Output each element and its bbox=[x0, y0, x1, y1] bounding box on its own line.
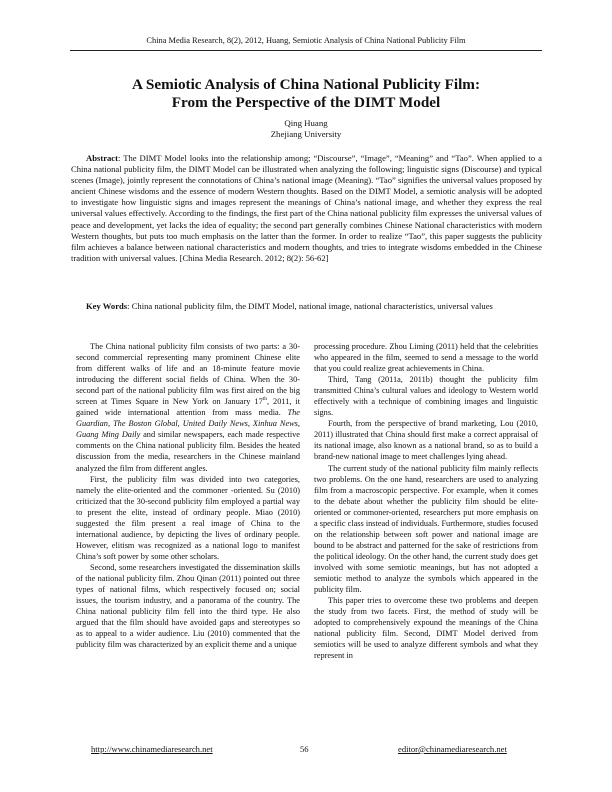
running-head: China Media Research, 8(2), 2012, Huang, Semiotic Analysis of China National Publicity Film bbox=[146, 36, 466, 45]
abstract bbox=[71, 153, 542, 264]
keywords-text: : China national publicity film, the DIMT Model, national image, national characteristics, universal values bbox=[127, 301, 493, 311]
abstract-text: : The DIMT Model looks into the relationship among; “Discourse”, “Image”, “Meaning” and “Tao”. When applied to a China national publicity film, the DIMT Model can be illustrated when analyzing the following; linguistic signs (Discourse) and typical scenes (Image), jointly represent the connotations of China’s national image (Meaning). “Tao” signifies the universal values proposed by ancient Chinese wisdoms and the essence of modern Western thoughts. Based on the DIMT Model, a semiotic analysis will be adopted to investigate how linguistic signs and images represent the meanings of China’s national image, and whether they express the real universal values effectively. According to the findings, the first part of the China national publicity film expresses the universal values of peace and development, yet lacks the idea of equality; the second part generally combines Chinese National characteristics with modern Western thoughts, but puts too much emphasis on the latter than the former. In order to realize “Tao”, this paper suggests the publicity film achieves a balance between national characteristics and modern thoughts, and tries to integrate wisdoms embedded in the Chinese tradition with universal values. [China Media Research. 2012; 8(2): 56-62] bbox=[71, 153, 542, 263]
paper-title-line-2: From the Perspective of the DIMT Model bbox=[171, 94, 441, 111]
page-number: 56 bbox=[300, 744, 309, 754]
body-paragraph: Second, some researchers investigated the dissemination skills of the national publicity film. Zhou Qinan (2011) pointed out three types of national films, which respectively focused on; social issues, the tourism industry, and a panorama of the country. The China national publicity film fell into the third type. He also argued that the film should have avoided gaps and stereotypes so as to appeal to a wider audience. Liu (2010) commented that the publicity film was characterized by an explicit theme and a unique bbox=[76, 562, 300, 650]
paper-title bbox=[60, 76, 552, 112]
body-paragraph: First, the publicity film was divided into two categories, namely the elite-oriented and the commoner -oriented. Su (2010) criticized that the 30-second publicity film employed a partial way to present the elite, instead of ordinary people. Miao (2010) suggested the film present a real image of China to the international audience, by depicting the lives of ordinary people. However, elitism was recognized as a national logo to manifest China’s soft power by some other scholars. bbox=[76, 474, 300, 561]
body-paragraph: Third, Tang (2011a, 2011b) thought the publicity film transmitted China’s cultural values and ideology to Western world effectively with a technique of combining images and linguistic signs. bbox=[314, 375, 538, 418]
keywords-label: Key Words bbox=[86, 301, 128, 311]
body-text: and similar newspapers, each made respective comments on the China national publicity film. Besides the heated discussion from the media, researchers in the Chinese mainland analyzed the film from different angles. bbox=[76, 430, 300, 473]
footer-email-link[interactable]: editor@chinamediaresearch.net bbox=[398, 744, 507, 754]
header-rule bbox=[70, 50, 542, 51]
media-names: The Guardian, The Boston Global, United Daily News, Xinhua News, Guang Ming Daily bbox=[76, 408, 300, 440]
author-name: Qing Huang bbox=[284, 118, 328, 128]
author-affiliation: Zhejiang University bbox=[270, 129, 342, 139]
footer-url-link[interactable]: http://www.chinamediaresearch.net bbox=[91, 744, 213, 754]
abstract-label: Abstract bbox=[86, 153, 118, 163]
body-column-left bbox=[76, 341, 300, 713]
paper-title-line-1: A Semiotic Analysis of China National Publicity Film: bbox=[131, 76, 481, 93]
body-paragraph bbox=[76, 341, 300, 474]
body-column-right bbox=[314, 341, 538, 713]
superscript: th bbox=[262, 396, 267, 403]
body-paragraph: Fourth, from the perspective of brand marketing, Lou (2010, 2011) illustrated that China should first make a correct appraisal of its national image, also known as a national brand, so as to build a brand-new national image to meet challenges lying ahead. bbox=[314, 419, 538, 462]
keywords bbox=[71, 301, 542, 312]
body-text: The China national publicity film consists of two parts: a 30-second commercial representing many prominent Chinese elite from different walks of life and an 18-minute feature movie introducing the different social fields of China. When the 30-second part of the national publicity film was first aired on the big screen at Times Square in New York on January 17 bbox=[76, 342, 300, 407]
body-paragraph: The current study of the national publicity film mainly reflects two problems. On the one hand, researchers are used to analyzing film from a macroscopic perspective. For example, when it comes to the debate about whether the publicity film should be elite-oriented or commoner-oriented, researchers put more emphasis on a specific class instead of individuals. Furthermore, studies focused on the relationship between soft power and national image are bound to be abstract and patterned for the sake of restrictions from the political ideology. On the other hand, the current study does get involved with some semiotic meanings, but has not adopted a semiotic method to analyze the symbols which appeared in the publicity film. bbox=[314, 463, 538, 595]
body-paragraph: processing procedure. Zhou Liming (2011) held that the celebrities who appeared in the film, seemed to send a message to the world that you could realize great achievements in China. bbox=[314, 342, 538, 374]
body-paragraph: This paper tries to overcome these two problems and deepen the study from two facets. First, the method of study will be adopted to comprehensively expound the meanings of the China national publicity film. Second, DIMT Model derived from semiotics will be used to analyze different symbols and what they represent in bbox=[314, 596, 538, 661]
body-text: , 2011, it gained wide international attention from mass media. bbox=[76, 397, 300, 418]
